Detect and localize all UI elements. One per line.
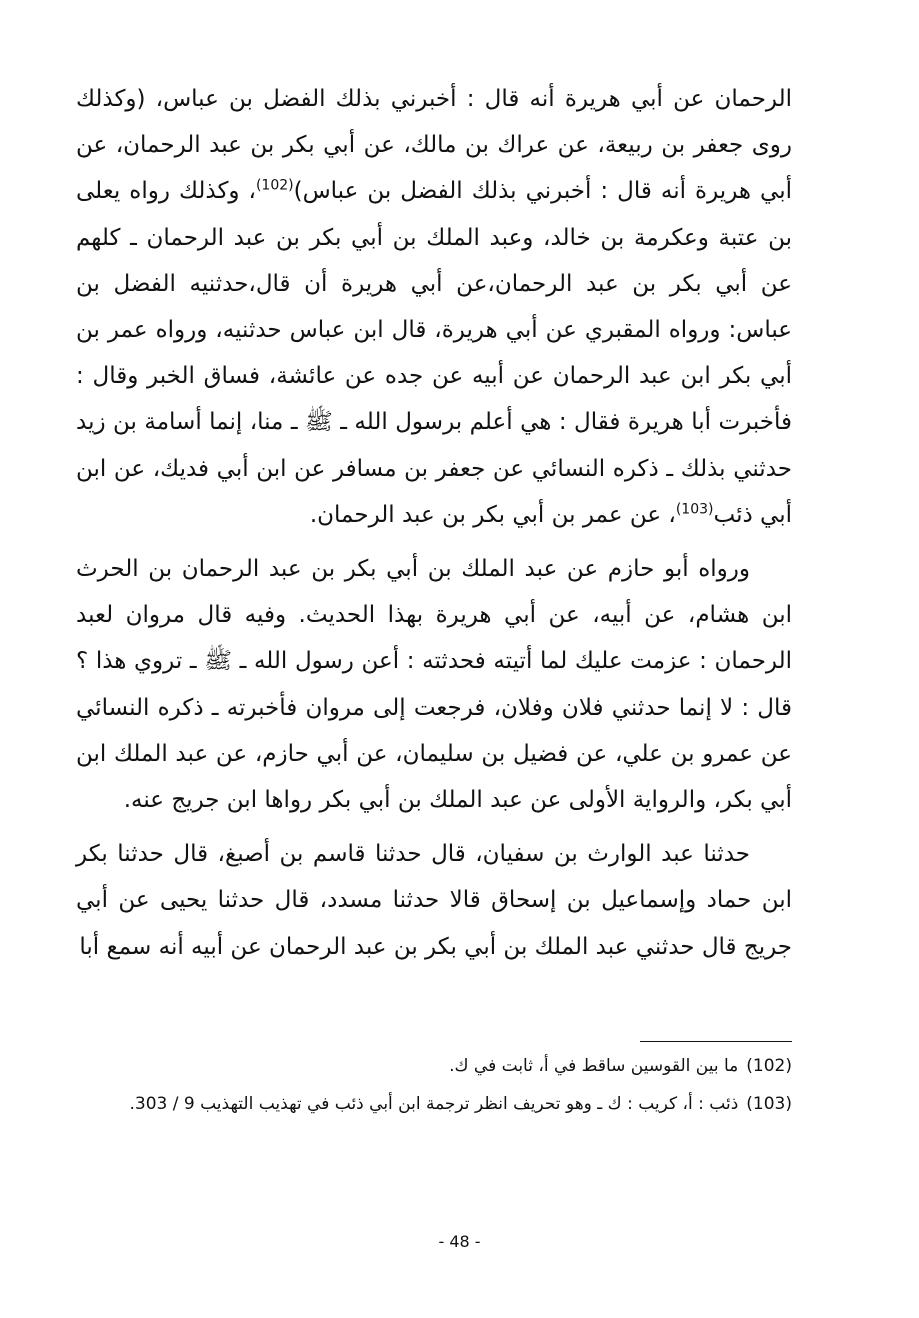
footnote-number: (103) bbox=[746, 1094, 792, 1114]
footnote-text: ما بين القوسين ساقط في أ، ثابت في ك. bbox=[449, 1056, 739, 1076]
text-segment: ، عن عمر بن أبي بكر بن عبد الرحمان. bbox=[309, 501, 676, 528]
text-segment: ، وكذلك رواه يعلى بن عتبة وعكرمة بن خالد، وعبد الملك بن أبي بكر بن عبد الرحمان ـ كلهم عن أبي بكر بن عبد الرحمان،عن أبي هريرة أن قال،حدثنيه الفضل بن عباس: ورواه المقبري عن أبي هريرة، قال ابن عباس حدثنيه، ورواه عمر بن أبي بكر ابن عبد الرحمان عن أبيه عن جده عن عائشة، فساق الخبر وقال : فأخبرت أبا هريرة فقال : هي أعلم برسول الله ـ ﷺ ـ منا، إنما أسامة بن زيد حدثني بذلك ـ ذكره النسائي عن جعفر بن مسافر عن ابن أبي فديك، عن ابن أبي ذئب bbox=[76, 178, 792, 528]
footnote-reference-103[interactable]: (103) bbox=[675, 501, 714, 518]
page-number: - 48 - bbox=[438, 1232, 481, 1251]
footnotes bbox=[80, 1050, 792, 1126]
main-text bbox=[76, 76, 792, 978]
footnote-number: (102) bbox=[746, 1056, 792, 1076]
footnote-text: ذئب : أ، كريب : ك ـ وهو تحريف انظر ترجمة ابن أبي ذئب في تهذيب التهذيب 9 / 303. bbox=[129, 1094, 739, 1114]
paragraph-3 bbox=[76, 831, 792, 970]
text-segment: ورواه أبو حازم عن عبد الملك بن أبي بكر بن عبد الرحمان بن الحرث ابن هشام، عن أبيه، عن أبي هريرة بهذا الحديث. وفيه قال مروان لعبد الرحمان : عزمت عليك لما أتيته فحدثته : أعن رسول الله ـ ﷺ ـ تروي هذا ؟ قال : لا إنما حدثني فلان وفلان، فرجعت إلى مروان فأخبرته ـ ذكره النسائي عن عمرو بن علي، عن فضيل بن سليمان، عن أبي حازم، عن عبد الملك ابن أبي بكر، والرواية الأولى عن عبد الملك بن أبي بكر رواها ابن جريج عنه. bbox=[76, 556, 792, 814]
footnote-103 bbox=[80, 1088, 792, 1120]
footnote-102 bbox=[80, 1050, 792, 1082]
footnote-separator bbox=[640, 1041, 792, 1042]
text-segment: الرحمان عن أبي هريرة أنه قال : أخبرني بذلك الفضل بن عباس، (وكذلك روى جعفر بن ربيعة، عن عراك بن مالك، عن أبي بكر بن عبد الرحمان، عن أبي هريرة أنه قال : أخبرني بذلك الفضل بن عباس) bbox=[76, 86, 792, 205]
paragraph-1 bbox=[76, 76, 792, 538]
footnote-reference-102[interactable]: (102) bbox=[255, 177, 294, 194]
paragraph-2 bbox=[76, 546, 792, 823]
text-segment: حدثنا عبد الوارث بن سفيان، قال حدثنا قاسم بن أصبغ، قال حدثنا بكر ابن حماد وإسماعيل بن إسحاق قالا حدثنا مسدد، قال حدثنا يحيى عن أبي جريج قال حدثني عبد الملك بن أبي بكر بن عبد الرحمان عن أبيه أنه سمع أبا bbox=[76, 841, 792, 960]
